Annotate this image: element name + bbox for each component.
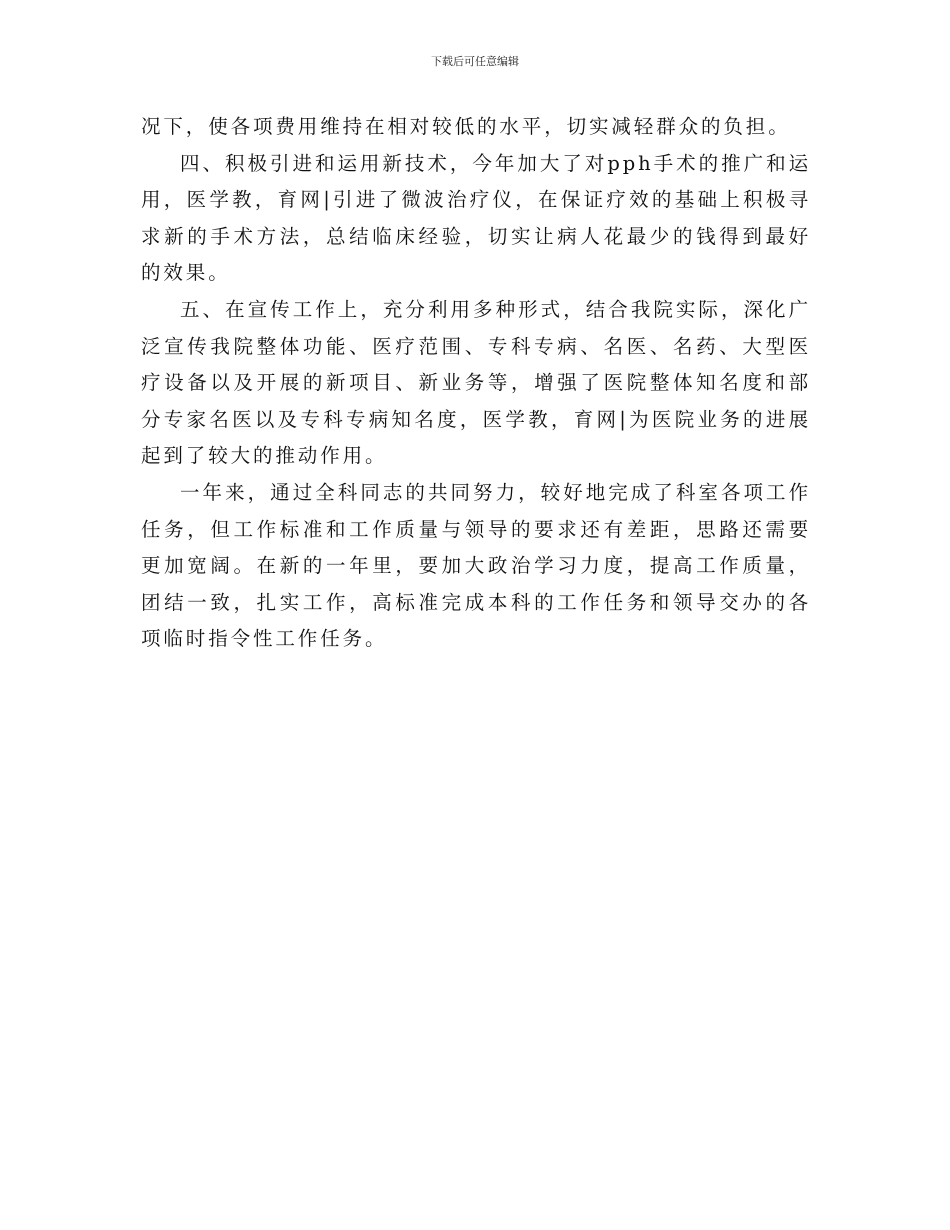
page-header: 下载后可任意编辑 xyxy=(431,55,519,68)
paragraph-new-technology: 四、积极引进和运用新技术，今年加大了对pph手术的推广和运用，医学教，育网|引进了微波治疗仪，在保证疗效的基础上积极寻求新的手术方法，总结临床经验，切实让病人花最少的钱得到最好的效果。 xyxy=(141,151,811,285)
document-body xyxy=(141,109,811,658)
paragraph-continuation: 况下，使各项费用维持在相对较低的水平，切实减轻群众的负担。 xyxy=(141,115,791,138)
paragraph-publicity-work: 五、在宣传工作上，充分利用多种形式，结合我院实际，深化广泛宣传我院整体功能、医疗范围、专科专病、名医、名药、大型医疗设备以及开展的新项目、新业务等，增强了医院整体知名度和部分专家名医以及专科专病知名度，医学教，育网|为医院业务的进展起到了较大的推动作用。 xyxy=(141,297,811,468)
paragraph-year-summary: 一年来，通过全科同志的共同努力，较好地完成了科室各项工作任务，但工作标准和工作质量与领导的要求还有差距，思路还需要更加宽阔。在新的一年里，要加大政治学习力度，提高工作质量，团结一致，扎实工作，高标准完成本科的工作任务和领导交办的各项临时指令性工作任务。 xyxy=(141,480,811,651)
